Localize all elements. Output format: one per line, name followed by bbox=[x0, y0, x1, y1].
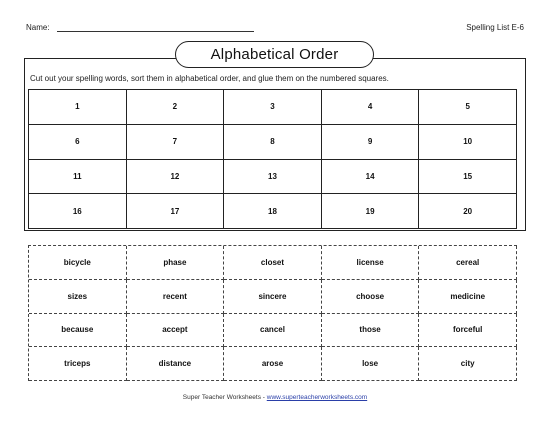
word-cutout[interactable]: triceps bbox=[29, 347, 127, 381]
word-cutout[interactable]: sincere bbox=[224, 280, 322, 314]
cut-out-words-grid bbox=[28, 245, 517, 381]
footer bbox=[0, 394, 550, 401]
word-cutout[interactable]: sizes bbox=[29, 280, 127, 314]
numbered-squares-grid bbox=[28, 89, 517, 229]
word-cutout[interactable]: choose bbox=[322, 280, 420, 314]
word-cutout[interactable]: closet bbox=[224, 246, 322, 280]
word-cutout[interactable]: bicycle bbox=[29, 246, 127, 280]
numbered-square: 15 bbox=[419, 160, 517, 195]
numbered-square: 5 bbox=[419, 90, 517, 125]
numbered-square: 16 bbox=[29, 194, 127, 229]
numbered-square: 8 bbox=[224, 125, 322, 160]
numbered-square: 2 bbox=[127, 90, 225, 125]
word-cutout[interactable]: medicine bbox=[419, 280, 517, 314]
numbered-square: 1 bbox=[29, 90, 127, 125]
numbered-square: 19 bbox=[322, 194, 420, 229]
page-title: Alphabetical Order bbox=[175, 41, 374, 68]
word-cutout[interactable]: accept bbox=[127, 314, 225, 348]
numbered-square: 12 bbox=[127, 160, 225, 195]
spelling-list-label: Spelling List E-6 bbox=[466, 23, 524, 32]
word-cutout[interactable]: city bbox=[419, 347, 517, 381]
word-cutout[interactable]: those bbox=[322, 314, 420, 348]
numbered-square: 7 bbox=[127, 125, 225, 160]
word-cutout[interactable]: cereal bbox=[419, 246, 517, 280]
name-label: Name: bbox=[26, 23, 50, 32]
word-cutout[interactable]: lose bbox=[322, 347, 420, 381]
numbered-square: 20 bbox=[419, 194, 517, 229]
word-cutout[interactable]: recent bbox=[127, 280, 225, 314]
numbered-square: 4 bbox=[322, 90, 420, 125]
word-cutout[interactable]: arose bbox=[224, 347, 322, 381]
numbered-square: 3 bbox=[224, 90, 322, 125]
numbered-square: 18 bbox=[224, 194, 322, 229]
word-cutout[interactable]: phase bbox=[127, 246, 225, 280]
numbered-square: 6 bbox=[29, 125, 127, 160]
word-cutout[interactable]: license bbox=[322, 246, 420, 280]
name-line bbox=[57, 31, 254, 32]
footer-text: Super Teacher Worksheets - bbox=[182, 394, 267, 401]
numbered-square: 17 bbox=[127, 194, 225, 229]
word-cutout[interactable]: forceful bbox=[419, 314, 517, 348]
instructions: Cut out your spelling words, sort them in alphabetical order, and glue them on the numbered squares. bbox=[30, 74, 389, 83]
word-cutout[interactable]: distance bbox=[127, 347, 225, 381]
numbered-square: 13 bbox=[224, 160, 322, 195]
word-cutout[interactable]: cancel bbox=[224, 314, 322, 348]
numbered-square: 11 bbox=[29, 160, 127, 195]
numbered-square: 9 bbox=[322, 125, 420, 160]
word-cutout[interactable]: because bbox=[29, 314, 127, 348]
numbered-square: 14 bbox=[322, 160, 420, 195]
numbered-square: 10 bbox=[419, 125, 517, 160]
footer-link[interactable]: www.superteacherworksheets.com bbox=[266, 394, 368, 401]
